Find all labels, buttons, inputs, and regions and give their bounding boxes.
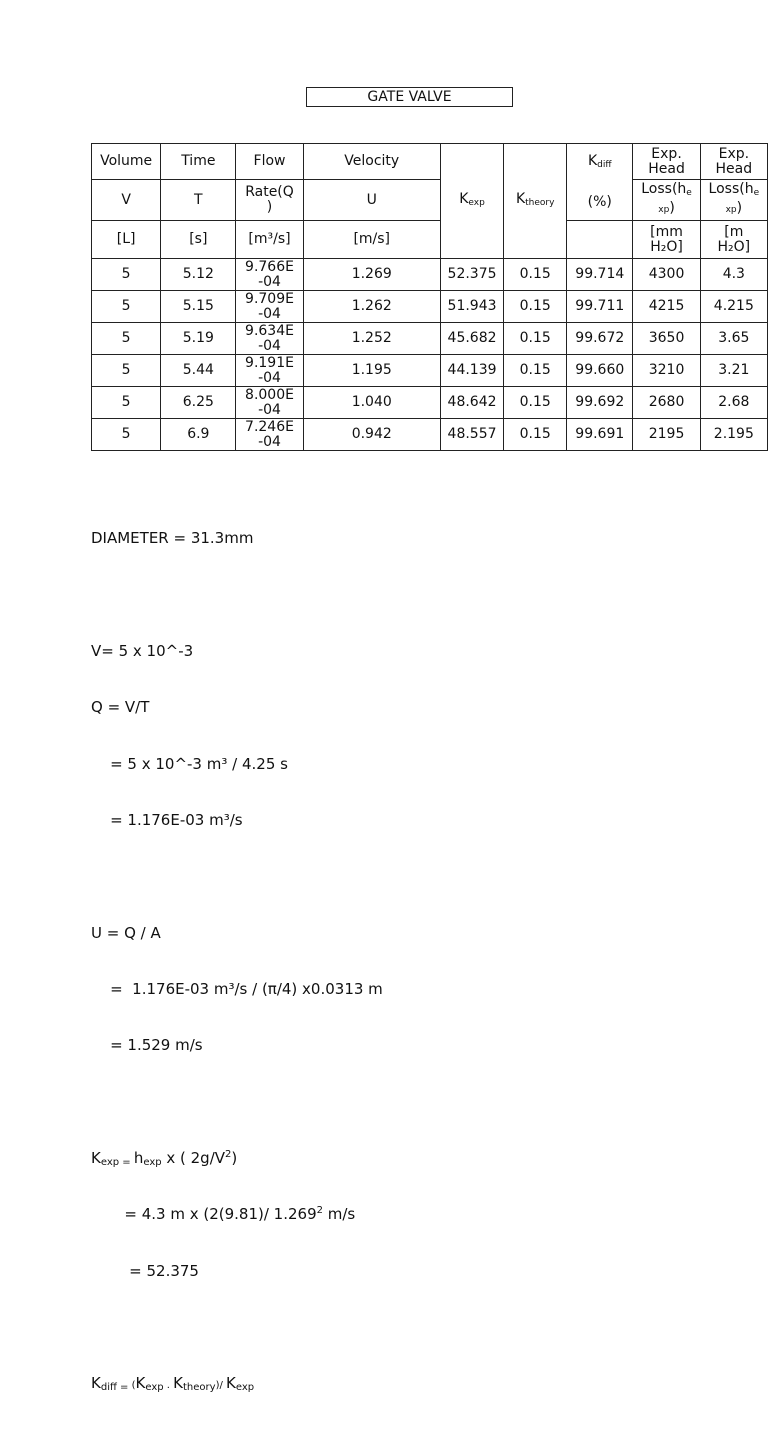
kexp-step2-line: = 52.375 — [91, 1261, 199, 1280]
header-head-m-unit: [m H₂O] — [700, 221, 767, 259]
flow-formula-line: Q = V/T — [91, 698, 150, 717]
volume-line: V= 5 x 10^-3 — [91, 641, 194, 660]
cell-kdiff: 99.691 — [567, 419, 633, 451]
cell-head-mm: 4215 — [633, 291, 700, 323]
header-volume-unit: [L] — [92, 221, 161, 259]
cell-flow: 9.766E -04 — [236, 259, 303, 291]
cell-head-mm: 3650 — [633, 323, 700, 355]
header-velocity-unit: [m/s] — [303, 221, 440, 259]
cell-time: 5.12 — [161, 259, 236, 291]
cell-velocity: 1.269 — [303, 259, 440, 291]
table-row — [92, 419, 768, 451]
cell-velocity: 1.040 — [303, 387, 440, 419]
kdiff-formula-line: $K_{diff =}$ ($K_{exp}$ . $K_{theory})/$ $K_{exp}$ — [91, 1374, 255, 1394]
cell-volume: 5 — [92, 291, 161, 323]
cell-kdiff: 99.714 — [567, 259, 633, 291]
header-head-m: Exp. Head — [700, 144, 767, 180]
cell-kdiff: 99.692 — [567, 387, 633, 419]
cell-head-m: 2.195 — [700, 419, 767, 451]
cell-ktheory: 0.15 — [504, 419, 567, 451]
velocity-step1-line: = 1.176E-03 m³/s / (π/4) x0.0313 m — [91, 980, 383, 999]
cell-flow: 7.246E -04 — [236, 419, 303, 451]
cell-head-m: 4.3 — [700, 259, 767, 291]
kexp-formula-line: $K_{exp =}$ $h_{exp}$ x ( $2g/V^2$) — [91, 1149, 238, 1169]
cell-volume: 5 — [92, 387, 161, 419]
header-time-unit: [s] — [161, 221, 236, 259]
cell-head-mm: 4300 — [633, 259, 700, 291]
header-head-mm-unit: [mm H₂O] — [633, 221, 700, 259]
cell-flow: 8.000E -04 — [236, 387, 303, 419]
header-head-m-symbol: $Loss(h_e$ xp) — [700, 180, 767, 221]
kexp-step1-line: = 4.3 m x (2(9.81)/ 1.269$^2$ m/s — [91, 1205, 356, 1224]
cell-time: 6.9 — [161, 419, 236, 451]
header-ktheory: $K_{theory}$ — [504, 144, 567, 259]
cell-head-m: 4.215 — [700, 291, 767, 323]
cell-velocity: 1.252 — [303, 323, 440, 355]
table-row — [92, 291, 768, 323]
header-velocity-symbol: U — [303, 180, 440, 221]
cell-head-m: 2.68 — [700, 387, 767, 419]
results-table — [91, 143, 768, 451]
cell-volume: 5 — [92, 419, 161, 451]
header-volume: Volume — [92, 144, 161, 180]
cell-kdiff: 99.711 — [567, 291, 633, 323]
header-kdiff: $K_{diff}$ (%) — [567, 144, 633, 221]
header-flow-unit: [m³/s] — [236, 221, 303, 259]
cell-kexp: 48.642 — [440, 387, 503, 419]
cell-velocity: 1.262 — [303, 291, 440, 323]
cell-velocity: 1.195 — [303, 355, 440, 387]
cell-time: 5.44 — [161, 355, 236, 387]
cell-kexp: 48.557 — [440, 419, 503, 451]
header-kdiff-blank — [567, 221, 633, 259]
cell-ktheory: 0.15 — [504, 323, 567, 355]
table-row — [92, 387, 768, 419]
header-head-mm: Exp. Head — [633, 144, 700, 180]
cell-kexp: 51.943 — [440, 291, 503, 323]
header-flow-symbol: Rate(Q ) — [236, 180, 303, 221]
cell-ktheory: 0.15 — [504, 355, 567, 387]
cell-volume: 5 — [92, 355, 161, 387]
cell-head-m: 3.21 — [700, 355, 767, 387]
cell-time: 5.15 — [161, 291, 236, 323]
cell-ktheory: 0.15 — [504, 291, 567, 323]
cell-ktheory: 0.15 — [504, 259, 567, 291]
diameter-line: DIAMETER = 31.3mm — [91, 529, 254, 548]
page-title: GATE VALVE — [306, 87, 513, 107]
cell-kdiff: 99.660 — [567, 355, 633, 387]
table-row — [92, 259, 768, 291]
cell-flow: 9.191E -04 — [236, 355, 303, 387]
cell-head-mm: 3210 — [633, 355, 700, 387]
velocity-formula-line: U = Q / A — [91, 923, 161, 942]
cell-head-mm: 2680 — [633, 387, 700, 419]
flow-step1-line: = 5 x 10^-3 m³ / 4.25 s — [91, 754, 288, 773]
cell-kexp: 44.139 — [440, 355, 503, 387]
cell-volume: 5 — [92, 259, 161, 291]
header-kexp: $K_{exp}$ — [440, 144, 503, 259]
cell-time: 6.25 — [161, 387, 236, 419]
cell-velocity: 0.942 — [303, 419, 440, 451]
table-row — [92, 355, 768, 387]
header-head-mm-symbol: $Loss(h_e$ xp) — [633, 180, 700, 221]
cell-time: 5.19 — [161, 323, 236, 355]
header-velocity: Velocity — [303, 144, 440, 180]
velocity-step2-line: = 1.529 m/s — [91, 1036, 203, 1055]
header-volume-symbol: V — [92, 180, 161, 221]
cell-head-mm: 2195 — [633, 419, 700, 451]
header-time: Time — [161, 144, 236, 180]
cell-kdiff: 99.672 — [567, 323, 633, 355]
cell-volume: 5 — [92, 323, 161, 355]
cell-head-m: 3.65 — [700, 323, 767, 355]
table-row — [92, 323, 768, 355]
cell-flow: 9.634E -04 — [236, 323, 303, 355]
header-time-symbol: T — [161, 180, 236, 221]
header-flow: Flow — [236, 144, 303, 180]
cell-kexp: 52.375 — [440, 259, 503, 291]
cell-kexp: 45.682 — [440, 323, 503, 355]
cell-flow: 9.709E -04 — [236, 291, 303, 323]
flow-step2-line: = 1.176E-03 m³/s — [91, 811, 243, 830]
calculation-notes — [91, 496, 383, 1429]
cell-ktheory: 0.15 — [504, 387, 567, 419]
